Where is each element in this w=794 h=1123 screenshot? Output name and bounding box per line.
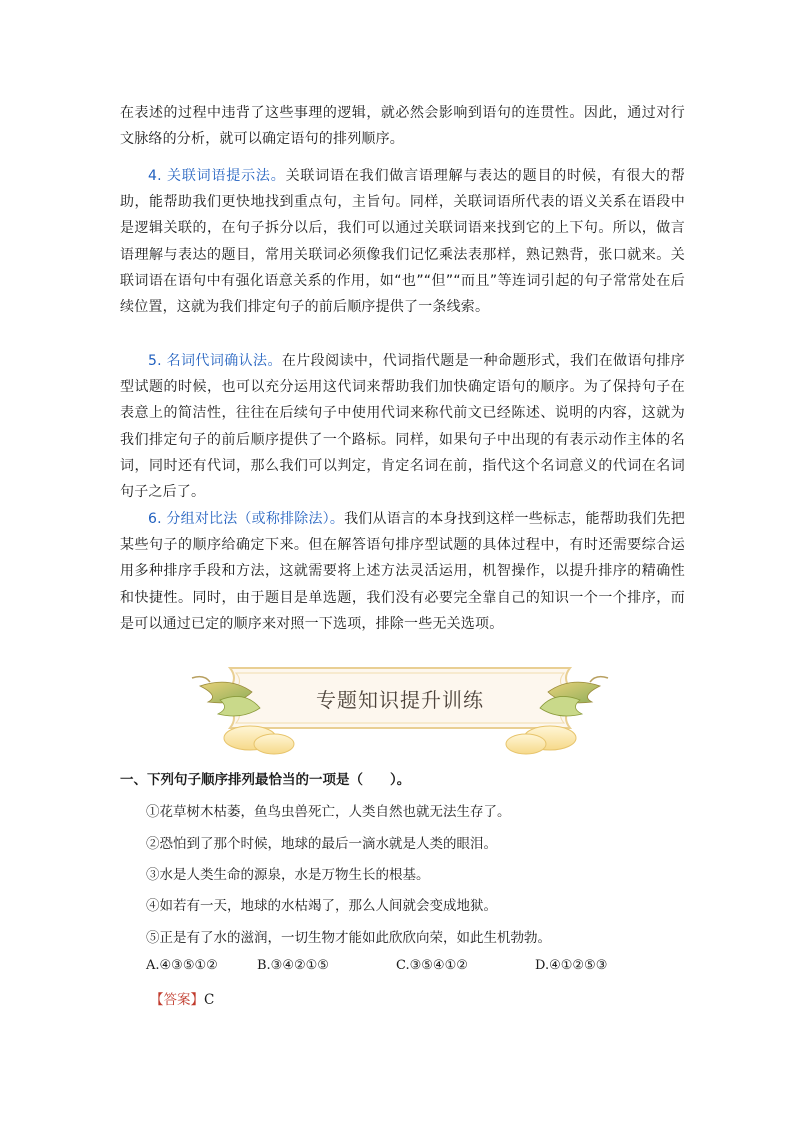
paragraph-method-6 [120, 506, 685, 637]
sentence-3: ③水是人类生命的源泉，水是万物生长的根基。 [146, 867, 430, 883]
method-5-heading: 5. 名词代词确认法。 [148, 353, 282, 369]
method-4-body: 关联词语在我们做言语理解与表达的题目的时候，有很大的帮助，能帮助我们更快地找到重点句，主旨句。同样，关联词语所代表的语义关系在语段中是逻辑关联的，在句子拆分以后，我们可以通过关联词语来找到它的上下句。所以，做言语理解与表达的题目，常用关联词必须像我们记忆乘法表那样，熟记熟背，张口就来。关联词语在语句中有强化语意关系的作用，如“也”“但”“而且”等连词引起的句子常常处在后续位置，这就为我们排定句子的前后顺序提供了一条线索。 [120, 168, 685, 316]
method-4-heading: 4. 关联词语提示法。 [148, 168, 286, 184]
cloud-icon [224, 726, 576, 754]
paragraph-intro-text: 在表述的过程中违背了这些事理的逻辑，就必然会影响到语句的连贯性。因此，通过对行文脉络的分析，就可以确定语句的排列顺序。 [120, 105, 685, 148]
paragraph-method-4 [120, 163, 685, 320]
sentence-1: ①花草树木枯萎，鱼鸟虫兽死亡，人类自然也就无法生存了。 [146, 804, 511, 820]
question-title: 一、下列句子顺序排列最恰当的一项是（ ）。 [120, 772, 411, 788]
sentence-2: ②恐怕到了那个时候，地球的最后一滴水就是人类的眼泪。 [146, 836, 497, 852]
answer [150, 988, 214, 1008]
sentence-5: ⑤正是有了水的滋润，一切生物才能如此欣欣向荣，如此生机勃勃。 [146, 930, 551, 946]
choice-b: B.③④②①⑤ [257, 958, 329, 973]
choice-c: C.③⑤④①② [396, 958, 468, 973]
choice-a: A.④③⑤①② [146, 958, 218, 973]
answer-tag: 【答案】 [150, 992, 204, 1008]
answer-value: C [204, 992, 215, 1008]
paragraph-method-5 [120, 348, 685, 505]
paragraph-intro [120, 100, 685, 152]
method-6-heading: 6. 分组对比法（或称排除法）。 [148, 511, 345, 527]
method-6-body: 我们从语言的本身找到这样一些标志，能帮助我们先把某些句子的顺序给确定下来。但在解答语句排序型试题的具体过程中，有时还需要综合运用多种排序手段和方法，这就需要将上述方法灵活运用，机智操作，以提升排序的精确性和快捷性。同时，由于题目是单选题，我们没有必要完全靠自己的知识一个一个排序，而是可以通过已定的顺序来对照一下选项，排除一些无关选项。 [120, 511, 685, 632]
choice-d: D.④①②⑤③ [535, 958, 608, 973]
method-5-body: 在片段阅读中，代词指代题是一种命题形式，我们在做语句排序型试题的时候，也可以充分运用这代词来帮助我们加快确定语句的顺序。为了保持句子在表意上的简洁性，往往在后续句子中使用代词来称代前文已经陈述、说明的内容，这就为我们排定句子的前后顺序提供了一个路标。同样，如果句子中出现的有表示动作主体的名词，同时还有代词，那么我们可以判定，肯定名词在前，指代这个名词意义的代词在名词句子之后了。 [120, 353, 685, 501]
section-banner [190, 656, 610, 760]
banner-title: 专题知识提升训练 [316, 688, 484, 712]
sentence-4: ④如若有一天，地球的水枯竭了，那么人间就会变成地狱。 [146, 898, 497, 914]
